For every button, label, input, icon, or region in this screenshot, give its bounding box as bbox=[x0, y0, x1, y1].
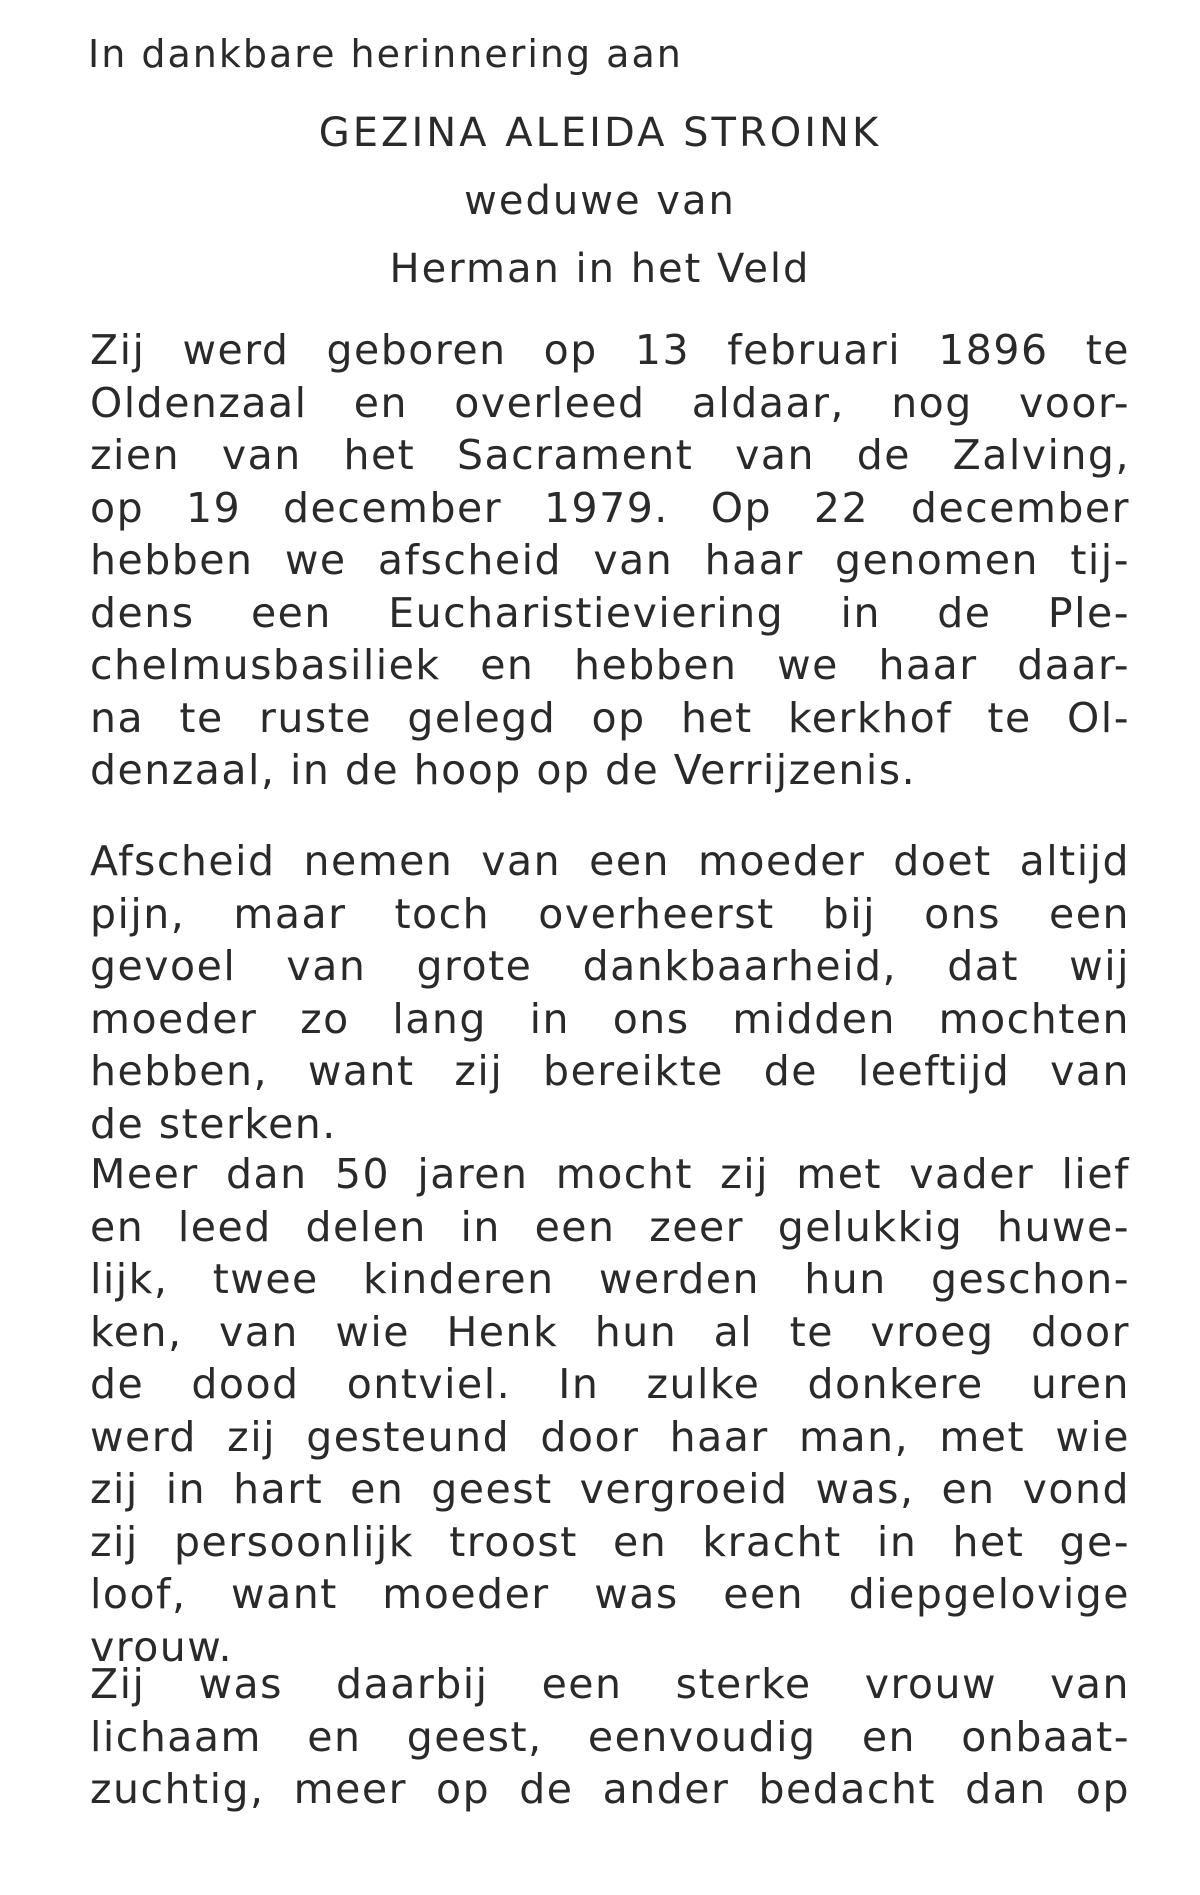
text-line: chelmusbasiliek en hebben we haar daar- bbox=[90, 641, 1130, 689]
text-line: pijn, maar toch overheerst bij ons een bbox=[90, 889, 1130, 938]
text-line: vrouw. bbox=[90, 1622, 234, 1671]
paragraph-character bbox=[90, 1658, 1130, 1816]
text-line: Afscheid nemen van een moeder doet altijd bbox=[90, 837, 1130, 885]
text-line: Zij werd geboren op 13 februari 1896 te bbox=[90, 326, 1130, 374]
text-line: de sterken. bbox=[90, 1099, 337, 1148]
husband-name: Herman in het Veld bbox=[389, 246, 811, 292]
paragraph-marriage bbox=[90, 1148, 1130, 1673]
text-line: zuchtig, meer op de ander bedacht dan op bbox=[90, 1765, 1130, 1813]
text-line: denzaal, in de hoop op de Verrijzenis. bbox=[90, 746, 917, 794]
text-line: gevoel van grote dankbaarheid, dat wij bbox=[90, 942, 1130, 990]
text-line: lijk, twee kinderen werden hun geschon- bbox=[90, 1255, 1130, 1303]
text-line: zij in hart en geest vergroeid was, en vond bbox=[90, 1465, 1130, 1513]
text-line: zien van het Sacrament van de Zalving, bbox=[90, 431, 1130, 479]
intro-line: In dankbare herinnering aan bbox=[88, 32, 683, 76]
paragraph-farewell bbox=[90, 835, 1130, 1150]
widow-of-line: weduwe van bbox=[464, 178, 736, 224]
text-line: loof, want moeder was een diepgelovige bbox=[90, 1570, 1130, 1618]
text-line: en leed delen in een zeer gelukkig huwe- bbox=[90, 1202, 1130, 1251]
text-line: lichaam en geest, eenvoudig en onbaat- bbox=[90, 1712, 1130, 1761]
text-line: zij persoonlijk troost en kracht in het ge- bbox=[90, 1517, 1130, 1566]
text-line: Oldenzaal en overleed aldaar, nog voor- bbox=[90, 378, 1130, 427]
deceased-name: GEZINA ALEIDA STROINK bbox=[318, 110, 882, 156]
text-line: Zij was daarbij een sterke vrouw van bbox=[90, 1660, 1130, 1708]
text-line: na te ruste gelegd op het kerkhof te Ol- bbox=[90, 693, 1130, 742]
text-line: de dood ontviel. In zulke donkere uren bbox=[90, 1360, 1130, 1408]
paragraph-biography bbox=[90, 324, 1130, 797]
text-line: hebben we afscheid van haar genomen tij- bbox=[90, 536, 1130, 584]
text-line: hebben, want zij bereikte de leeftijd van bbox=[90, 1047, 1130, 1095]
text-line: op 19 december 1979. Op 22 december bbox=[90, 483, 1130, 532]
text-line: dens een Eucharistieviering in de Ple- bbox=[90, 588, 1130, 637]
text-line: werd zij gesteund door haar man, met wie bbox=[90, 1412, 1130, 1461]
text-line: moeder zo lang in ons midden mochten bbox=[90, 994, 1130, 1043]
text-line: Meer dan 50 jaren mocht zij met vader lief bbox=[90, 1150, 1130, 1198]
text-line: ken, van wie Henk hun al te vroeg door bbox=[90, 1307, 1130, 1356]
